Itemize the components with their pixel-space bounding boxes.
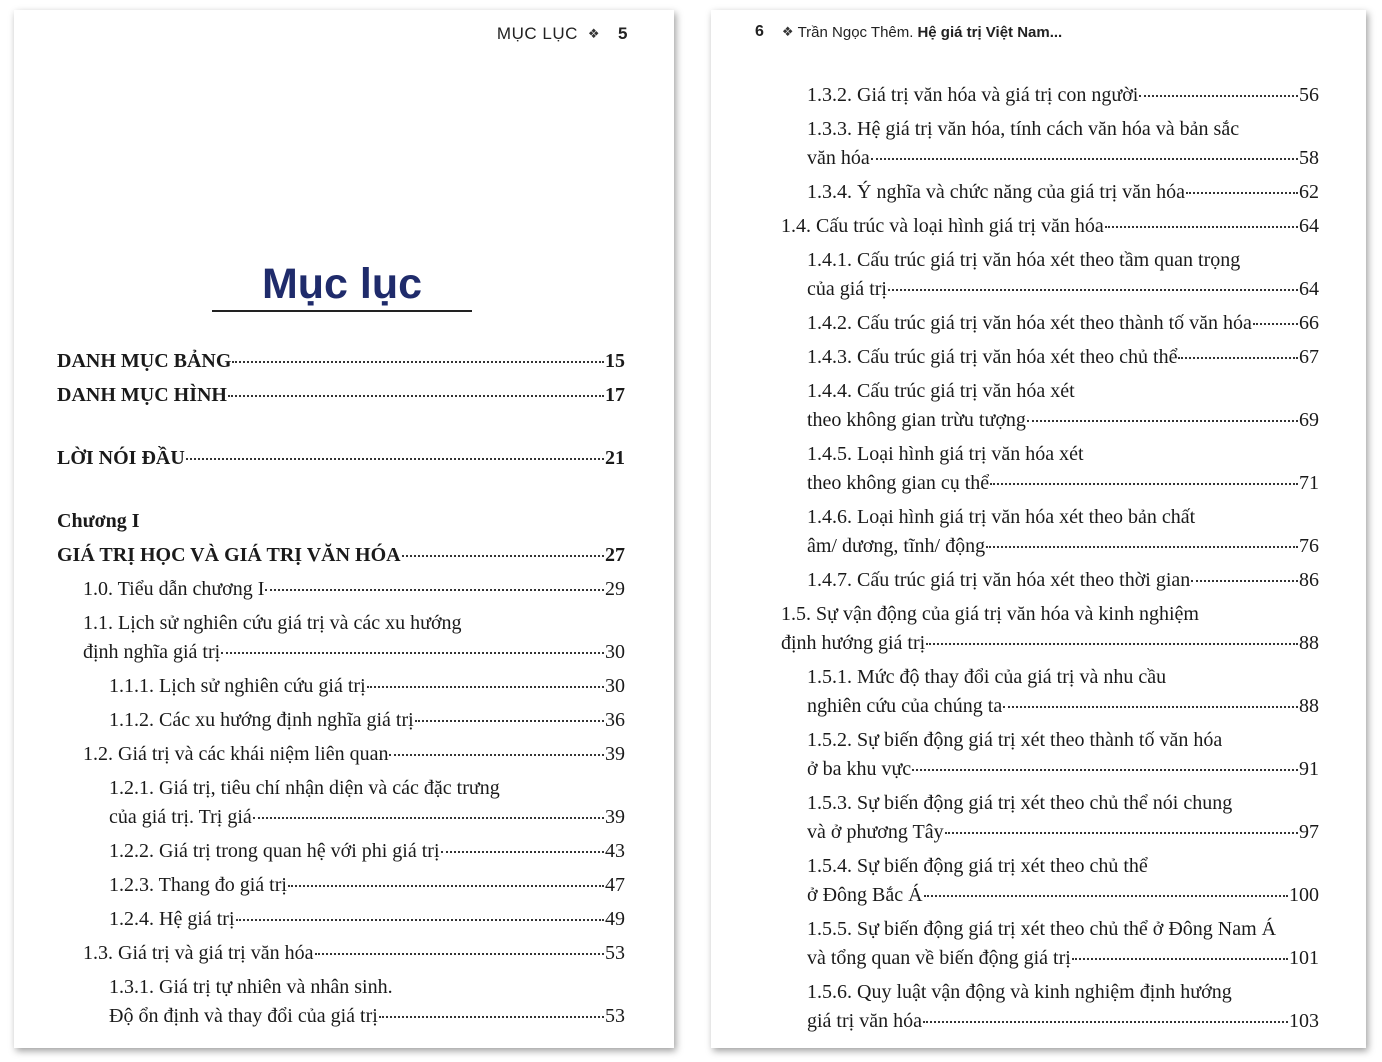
right-page	[711, 10, 1366, 1048]
toc-entry[interactable]: 1.0. Tiểu dẫn chương I 29	[83, 578, 625, 600]
toc-entry[interactable]: 1.2.1. Giá trị, tiêu chí nhận diện và các đặc trưng của giá trị. Trị giá 39	[109, 777, 625, 828]
toc-entry[interactable]: 1.2. Giá trị và các khái niệm liên quan 39	[83, 743, 625, 765]
toc-entry[interactable]: 1.5. Sự vận động của giá trị văn hóa và kinh nghiệm định hướng giá trị 88	[781, 603, 1319, 654]
toc-entry[interactable]: 1.1.2. Các xu hướng định nghĩa giá trị 36	[109, 709, 625, 731]
toc-entry[interactable]: 1.3.1. Giá trị tự nhiên và nhân sinh. Độ ổn định và thay đổi của giá trị 53	[109, 976, 625, 1027]
toc-entry[interactable]: GIÁ TRỊ HỌC VÀ GIÁ TRỊ VĂN HÓA 27	[57, 544, 625, 566]
toc-entry[interactable]: 1.3.4. Ý nghĩa và chức năng của giá trị văn hóa 62	[807, 181, 1319, 203]
book-title: Hệ giá trị Việt Nam...	[917, 23, 1063, 41]
toc-entry[interactable]: 1.4.6. Loại hình giá trị văn hóa xét theo bản chất âm/ dương, tĩnh/ động 76	[807, 506, 1319, 557]
running-head-text: MỤC LỤC	[496, 24, 578, 43]
toc-list	[781, 81, 1319, 1041]
page-title: Mục lục	[261, 260, 423, 308]
toc-entry[interactable]: 1.4.7. Cấu trúc giá trị văn hóa xét theo thời gian 86	[807, 569, 1319, 591]
diamond-ornament-icon: ❖	[587, 26, 601, 41]
toc-entry[interactable]: DANH MỤC HÌNH 17	[57, 384, 625, 406]
page-number: 6	[755, 23, 764, 40]
title-underline	[212, 310, 472, 312]
toc-entry[interactable]: 1.1. Lịch sử nghiên cứu giá trị và các xu hướng định nghĩa giá trị 30	[83, 612, 625, 663]
toc-entry[interactable]: 1.2.2. Giá trị trong quan hệ với phi giá trị 43	[109, 840, 625, 862]
author-name: Trần Ngọc Thêm.	[797, 23, 914, 41]
running-header	[497, 24, 628, 44]
toc-entry[interactable]: 1.4. Cấu trúc và loại hình giá trị văn hóa 64	[781, 215, 1319, 237]
toc-entry[interactable]: 1.4.5. Loại hình giá trị văn hóa xét theo không gian cụ thể 71	[807, 443, 1319, 494]
toc-entry[interactable]: 1.4.3. Cấu trúc giá trị văn hóa xét theo chủ thể 67	[807, 346, 1319, 368]
toc-entry[interactable]: 1.5.2. Sự biến động giá trị xét theo thành tố văn hóa ở ba khu vực 91	[807, 729, 1319, 780]
toc-entry[interactable]: 1.3.3. Hệ giá trị văn hóa, tính cách văn hóa và bản sắc văn hóa 58	[807, 118, 1319, 169]
left-page	[14, 10, 674, 1048]
toc-entry[interactable]: 1.2.3. Thang đo giá trị 47	[109, 874, 625, 896]
toc-entry[interactable]: 1.5.4. Sự biến động giá trị xét theo chủ thể ở Đông Bắc Á 100	[807, 855, 1319, 906]
toc-entry[interactable]: 1.1.1. Lịch sử nghiên cứu giá trị 30	[109, 675, 625, 697]
diamond-ornament-icon: ❖	[781, 24, 794, 39]
toc-entry[interactable]: DANH MỤC BẢNG 15	[57, 350, 625, 372]
toc-entry[interactable]: 1.3.2. Giá trị văn hóa và giá trị con người 56	[807, 84, 1319, 106]
toc-entry[interactable]: LỜI NÓI ĐẦU 21	[57, 447, 625, 469]
toc-entry[interactable]: 1.4.2. Cấu trúc giá trị văn hóa xét theo thành tố văn hóa 66	[807, 312, 1319, 334]
toc-entry[interactable]: 1.5.1. Mức độ thay đổi của giá trị và nhu cầu nghiên cứu của chúng ta 88	[807, 666, 1319, 717]
toc-list	[57, 347, 625, 1036]
page-number: 5	[618, 24, 628, 43]
toc-entry[interactable]: 1.5.5. Sự biến động giá trị xét theo chủ thể ở Đông Nam Á và tổng quan về biến động giá trị 101	[807, 918, 1319, 969]
toc-entry[interactable]: 1.4.4. Cấu trúc giá trị văn hóa xét theo không gian trừu tượng 69	[807, 380, 1319, 431]
toc-entry[interactable]: 1.5.6. Quy luật vận động và kinh nghiệm định hướng giá trị văn hóa 103	[807, 981, 1319, 1032]
chapter-label: Chương I	[57, 510, 140, 532]
running-header	[755, 23, 1062, 41]
toc-entry[interactable]: 1.4.1. Cấu trúc giá trị văn hóa xét theo tầm quan trọng của giá trị 64	[807, 249, 1319, 300]
toc-entry[interactable]: 1.3. Giá trị và giá trị văn hóa 53	[83, 942, 625, 964]
toc-entry[interactable]: 1.2.4. Hệ giá trị 49	[109, 908, 625, 930]
toc-entry[interactable]: 1.5.3. Sự biến động giá trị xét theo chủ thể nói chung và ở phương Tây 97	[807, 792, 1319, 843]
